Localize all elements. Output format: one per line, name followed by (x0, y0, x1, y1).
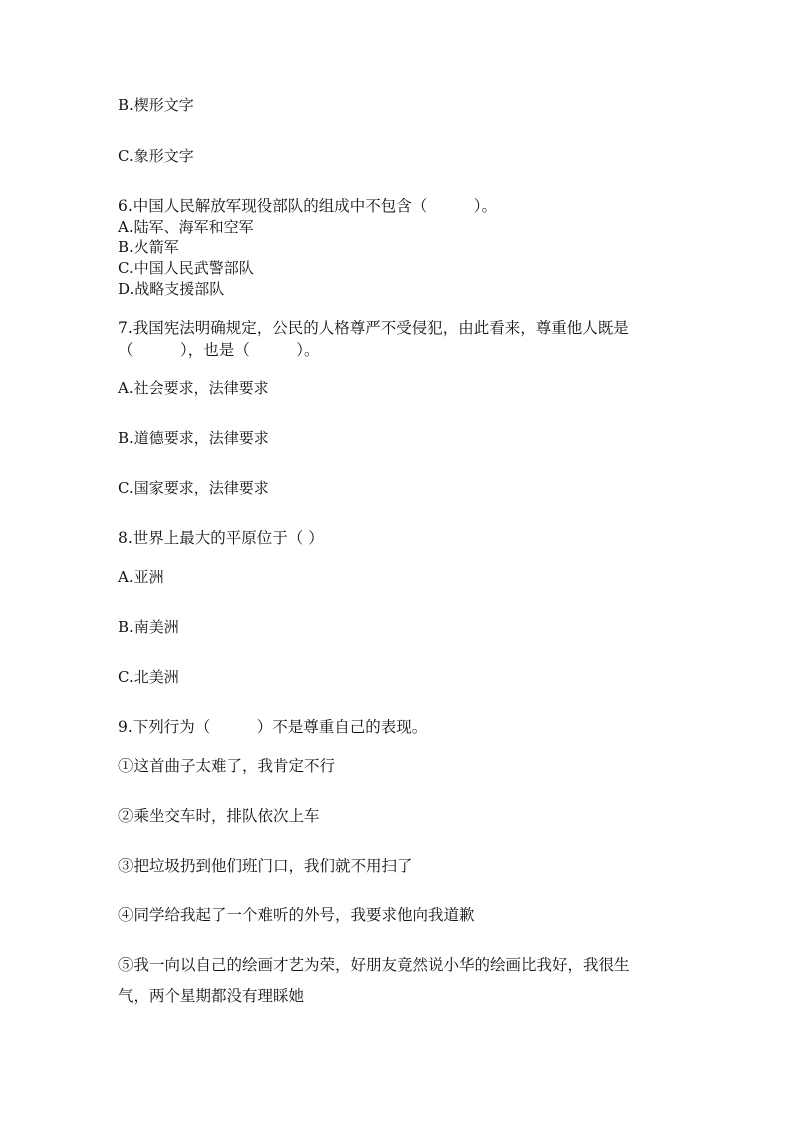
option-d-q6: D.战略支援部队 (118, 280, 225, 298)
option-a-q8: A.亚洲 (118, 568, 164, 586)
option-b-q7: B.道德要求，法律要求 (118, 429, 269, 447)
question-9: 9.下列行为（ ）不是尊重自己的表现。 (118, 718, 428, 736)
option-c-q7: C.国家要求，法律要求 (118, 479, 269, 497)
option-b-q6: B.火箭军 (118, 238, 179, 256)
option-a-q7: A.社会要求，法律要求 (118, 379, 269, 397)
question-6: 6.中国人民解放军现役部队的组成中不包含（ ）。 (118, 197, 498, 215)
option-a-q6: A.陆军、海军和空军 (118, 218, 254, 236)
option-b-q5: B.楔形文字 (118, 96, 194, 114)
statement-1: ①这首曲子太难了，我肯定不行 (118, 757, 336, 775)
question-8: 8.世界上最大的平原位于（ ） (118, 529, 324, 547)
option-c-q8: C.北美洲 (118, 668, 179, 686)
question-7: 7.我国宪法明确规定，公民的人格尊严不受侵犯，由此看来，尊重他人既是 (118, 319, 629, 337)
statement-3: ③把垃圾扔到他们班门口，我们就不用扫了 (118, 857, 413, 875)
statement-2: ②乘坐交车时，排队依次上车 (118, 807, 320, 825)
option-c-q5: C.象形文字 (118, 147, 194, 165)
option-b-q8: B.南美洲 (118, 618, 179, 636)
statement-5: ⑤我一向以自己的绘画才艺为荣，好朋友竟然说小华的绘画比我好，我很生 (118, 956, 630, 974)
question-7-continued: （ ），也是（ ）。 (118, 341, 320, 359)
statement-5-continued: 气，两个星期都没有理睬她 (118, 987, 305, 1005)
statement-4: ④同学给我起了一个难听的外号，我要求他向我道歉 (118, 906, 475, 924)
option-c-q6: C.中国人民武警部队 (118, 259, 254, 277)
